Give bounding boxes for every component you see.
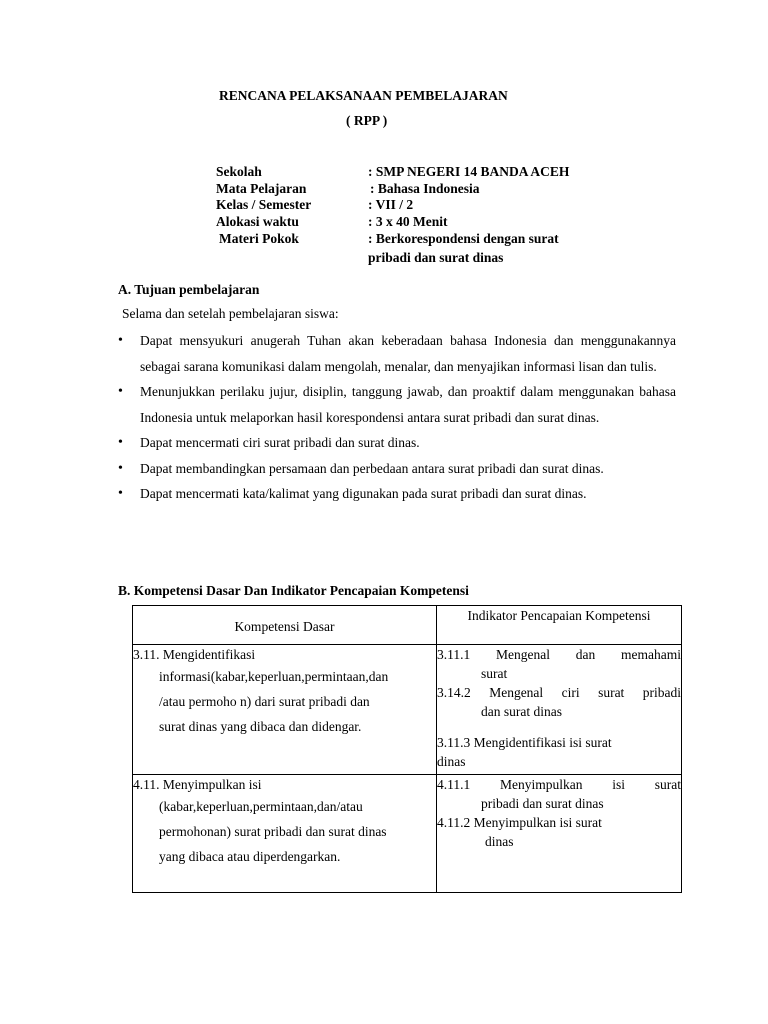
kd-line: (kabar,keperluan,permintaan,dan/atau [159,799,363,814]
goal-item: • Dapat membandingkan persamaan dan perbedaan antara surat pribadi dan surat dinas. [118,456,676,482]
value-materi-pokok: : Berkorespondensi dengan surat [368,231,559,246]
indicator-line-cont: surat [481,666,508,681]
label-mata-pelajaran: Mata Pelajaran [216,181,307,196]
indicator-line: 3.14.2 Mengenal ciri surat pribadi [437,685,681,700]
kd-cell [133,775,437,893]
indicator-line-cont: dinas [437,754,466,769]
goal-item: • Dapat mencermati ciri surat pribadi dan surat dinas. [118,430,676,456]
label-kelas-semester: Kelas / Semester [216,197,312,212]
value-mata-pelajaran: : Bahasa Indonesia [370,181,480,196]
document-subtitle: ( RPP ) [346,113,388,128]
competency-table [132,605,682,893]
indicator-line: 4.11.1 Menyimpulkan isi surat [437,777,681,792]
kd-cell [133,645,437,775]
value-materi-pokok-cont: pribadi dan surat dinas [368,250,504,265]
value-alokasi-waktu: : 3 x 40 Menit [368,214,448,229]
value-sekolah: : SMP NEGERI 14 BANDA ACEH [368,164,570,179]
document-title: RENCANA PELAKSANAAN PEMBELAJARAN [219,88,508,103]
goal-item: • Dapat mencermati kata/kalimat yang digunakan pada surat pribadi dan surat dinas. [118,481,676,507]
table-header-indikator: Indikator Pencapaian Kompetensi [437,606,682,645]
goal-item: • Menunjukkan perilaku jujur, disiplin, tanggung jawab, dan proaktif dalam menggunakan bahasa Indonesia untuk melaporkan hasil korespondensi antara surat pribadi dan surat dinas. [118,379,676,430]
kd-line: surat dinas yang dibaca dan didengar. [159,719,362,734]
indicator-line: 3.11.3 Mengidentifikasi isi surat [437,735,612,750]
kd-line: informasi(kabar,keperluan,permintaan,dan [159,669,389,684]
kd-line: /atau permoho n) dari surat pribadi dan [159,694,370,709]
indicator-line-cont: dan surat dinas [481,704,562,719]
table-header-kd: Kompetensi Dasar [133,606,437,645]
kd-line: yang dibaca atau diperdengarkan. [159,849,341,864]
kd-line: permohonan) surat pribadi dan surat dinas [159,824,387,839]
label-materi-pokok: Materi Pokok [219,231,299,246]
indicator-cell [437,645,682,775]
goal-item: • Dapat mensyukuri anugerah Tuhan akan keberadaan bahasa Indonesia dan menggunakannya sebagai sarana komunikasi dalam mengolah, menalar, dan menyajikan informasi lisan dan tulis. [118,328,676,379]
kd-code-title: 3.11. Mengidentifikasi [133,647,256,662]
indicator-cell [437,775,682,893]
table-row [133,775,682,893]
indicator-line-cont: dinas [485,834,514,849]
label-alokasi-waktu: Alokasi waktu [216,214,299,229]
table-header-row [133,606,682,645]
table-row [133,645,682,775]
goals-list [118,328,676,507]
indicator-line: 3.11.1 Mengenal dan memahami [437,647,681,662]
section-a-heading: A. Tujuan pembelajaran [118,282,260,297]
indicator-line: 4.11.2 Menyimpulkan isi surat [437,815,602,830]
section-b-heading: B. Kompetensi Dasar Dan Indikator Pencapaian Kompetensi [118,583,469,598]
value-kelas-semester: : VII / 2 [368,197,414,212]
indicator-line-cont: pribadi dan surat dinas [481,796,604,811]
label-sekolah: Sekolah [216,164,262,179]
kd-code-title: 4.11. Menyimpulkan isi [133,777,262,792]
section-a-intro: Selama dan setelah pembelajaran siswa: [122,306,339,321]
